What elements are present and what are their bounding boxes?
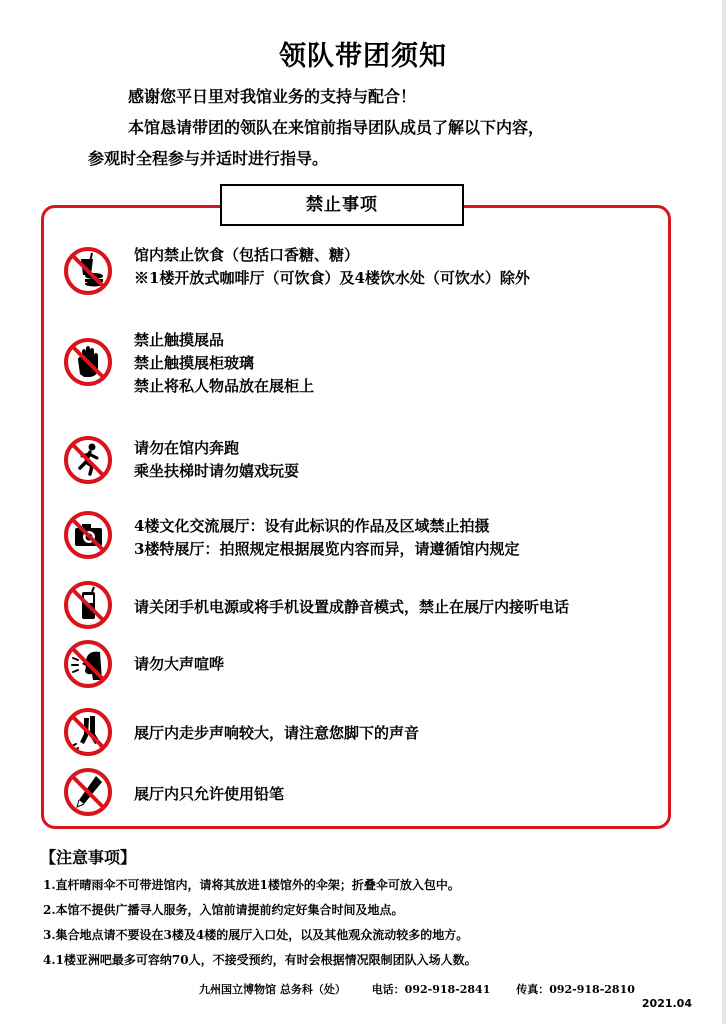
page-edge [722,0,726,1024]
page-title: 领队带团须知 [279,41,447,72]
rule-text [134,329,314,398]
note-item: 3.集合地点请不要设在3楼及4楼的展厅入口处，以及其他观众流动较多的地方。 [43,928,469,942]
notes-heading: 【注意事项】 [40,848,137,867]
no-pen-icon [62,766,114,818]
no-shouting-icon [62,638,114,690]
rule-text [134,244,530,290]
rule-line: 请关闭手机电源或将手机设置成静音模式，禁止在展厅内接听电话 [134,598,570,616]
note-item: 4.1楼亚洲吧最多可容纳70人，不接受预约，有时会根据情况限制团队入场人数。 [43,953,477,967]
rule-text [134,783,284,806]
footer-fax: 传真：092-918-2810 [516,983,635,996]
rule-line: 乘坐扶梯时请勿嬉戏玩耍 [134,462,300,480]
footer-contact [199,981,657,997]
no-camera-icon [62,509,114,561]
rule-line: 禁止触摸展柜玻璃 [134,354,255,372]
no-loud-footsteps-icon [62,706,114,758]
rule-line: 请勿大声喧哗 [134,655,225,673]
rule-text [134,515,519,561]
rule-line: 3楼特展厅：拍照规定根据展览内容而异，请遵循馆内规定 [134,540,520,558]
rule-text [134,653,224,676]
rule-text [134,437,299,483]
note-item: 1.直杆晴雨伞不可带进馆内，请将其放进1楼馆外的伞架；折叠伞可放入包中。 [43,878,460,892]
no-touch-icon [62,336,114,388]
rule-line: 展厅内走步声响较大，请注意您脚下的声音 [134,724,420,742]
rule-text [134,596,569,619]
rule-line: 4楼文化交流展厅：设有此标识的作品及区域禁止拍摄 [134,517,490,535]
intro-line: 本馆恳请带团的领队在来馆前指导团队成员了解以下内容， [128,118,545,137]
prohibitions-heading: 禁止事项 [220,184,464,226]
intro-line: 感谢您平日里对我馆业务的支持与配合！ [128,87,417,106]
rule-line: 馆内禁止饮食（包括口香糖、糖） [134,246,360,264]
footer-tel: 电话：092-918-2841 [371,983,491,996]
rule-line: 禁止触摸展品 [134,331,225,349]
no-running-icon [62,434,114,486]
intro-line: 参观时全程参与并适时进行指导。 [88,149,329,168]
footer-org: 九州国立博物馆 总务科（处） [199,983,346,996]
note-item: 2.本馆不提供广播寻人服务，入馆前请提前约定好集合时间及地点。 [43,903,404,917]
rule-text [134,722,419,745]
no-food-icon [62,245,114,297]
rule-line: 展厅内只允许使用铅笔 [134,785,285,803]
rule-line: 禁止将私人物品放在展柜上 [134,377,315,395]
no-phone-icon [62,579,114,631]
rule-line: ※1楼开放式咖啡厅（可饮食）及4楼饮水处（可饮水）除外 [134,269,530,287]
document-date: 2021.04 [641,997,692,1010]
rule-line: 请勿在馆内奔跑 [134,439,240,457]
